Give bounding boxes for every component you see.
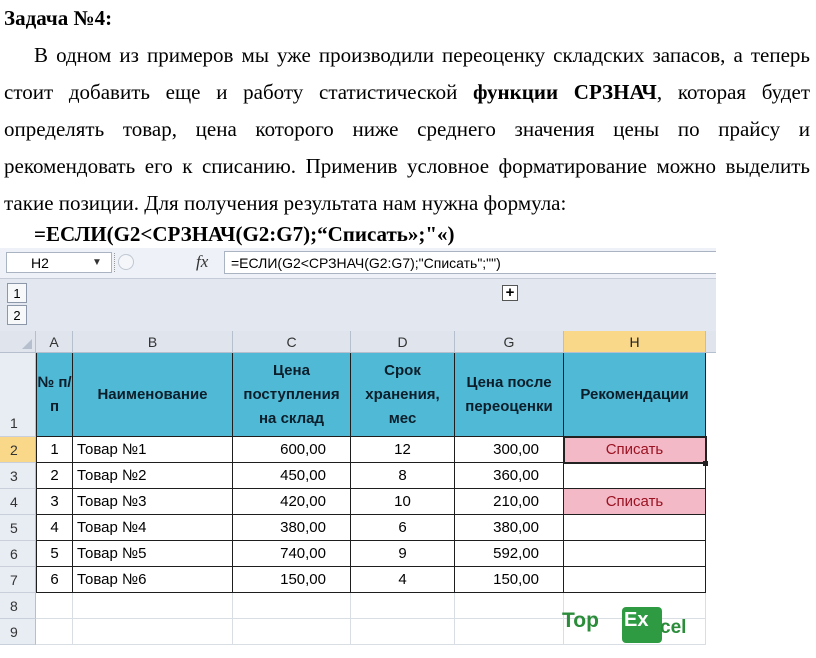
formula-text: =ЕСЛИ(G2<СРЗНАЧ(G2:G7);“Списать»;"«): [34, 222, 455, 246]
cell-price[interactable]: 740,00: [233, 541, 351, 567]
empty-cell[interactable]: [233, 619, 351, 645]
empty-cell[interactable]: [455, 619, 564, 645]
cell-term[interactable]: 10: [351, 489, 455, 515]
row-header-9[interactable]: 9: [0, 619, 36, 645]
cell-new-price[interactable]: 210,00: [455, 489, 564, 515]
fill-handle[interactable]: [703, 461, 708, 466]
cancel-circle-icon: [118, 254, 134, 270]
insert-function-icon[interactable]: fx: [196, 252, 209, 271]
cell-term[interactable]: 12: [351, 437, 455, 463]
header-cell-term[interactable]: Срок хранения, мес: [351, 353, 455, 437]
chevron-down-icon[interactable]: ▼: [92, 257, 102, 268]
top-excel-logo: [562, 605, 712, 649]
row-header-5[interactable]: 5: [0, 515, 36, 541]
cell-number[interactable]: 5: [36, 541, 73, 567]
logo-text-top: Top: [562, 609, 599, 632]
cell-name[interactable]: Товар №4: [73, 515, 233, 541]
header-cell-number[interactable]: № п/п: [36, 353, 73, 437]
header-cell-recommendation[interactable]: Рекомендации: [564, 353, 706, 437]
cell-number[interactable]: 1: [36, 437, 73, 463]
para-bold-function: функции СРЗНАЧ: [473, 80, 657, 104]
row-header-8[interactable]: 8: [0, 593, 36, 619]
empty-cell[interactable]: [233, 593, 351, 619]
outline-bar: [0, 279, 716, 331]
column-header-c[interactable]: C: [233, 331, 351, 353]
empty-cell[interactable]: [351, 619, 455, 645]
header-cell-name[interactable]: Наименование: [73, 353, 233, 437]
cell-price[interactable]: 600,00: [233, 437, 351, 463]
cell-number[interactable]: 6: [36, 567, 73, 593]
outline-level-2-button[interactable]: 2: [7, 305, 27, 325]
cell-name[interactable]: Товар №6: [73, 567, 233, 593]
cell-new-price[interactable]: 592,00: [455, 541, 564, 567]
row-header-1[interactable]: 1: [0, 353, 36, 437]
cell-new-price[interactable]: 300,00: [455, 437, 564, 463]
column-header-a[interactable]: A: [36, 331, 73, 353]
row-header-6[interactable]: 6: [0, 541, 36, 567]
logo-text-cel: cel: [660, 617, 687, 638]
select-all-corner[interactable]: [0, 331, 36, 353]
cell-recommendation[interactable]: [564, 463, 706, 489]
cell-number[interactable]: 3: [36, 489, 73, 515]
para-text-2: , которая будет определять товар, цена которого ниже среднего значения цены по прайсу и рекомендовать его к списанию. Применив условное форматирование можно выделить такие позиции. Для получения результата нам нужна формула:: [4, 80, 811, 215]
cell-term[interactable]: 6: [351, 515, 455, 541]
cell-term[interactable]: 8: [351, 463, 455, 489]
expand-group-button[interactable]: +: [502, 285, 518, 301]
excel-screenshot: [0, 248, 716, 658]
formula-input[interactable]: =ЕСЛИ(G2<СРЗНАЧ(G2:G7);"Списать";""): [224, 251, 716, 274]
cell-new-price[interactable]: 360,00: [455, 463, 564, 489]
cell-term[interactable]: 4: [351, 567, 455, 593]
column-header-next: [706, 331, 716, 353]
name-box[interactable]: H2: [6, 252, 112, 273]
empty-cell[interactable]: [73, 619, 233, 645]
empty-cell[interactable]: [36, 593, 73, 619]
empty-cell[interactable]: [351, 593, 455, 619]
column-header-b[interactable]: B: [73, 331, 233, 353]
row-header-2[interactable]: 2: [0, 437, 36, 463]
cell-name[interactable]: Товар №5: [73, 541, 233, 567]
cell-new-price[interactable]: 380,00: [455, 515, 564, 541]
cell-recommendation[interactable]: Списать: [564, 489, 706, 515]
empty-cell[interactable]: [36, 619, 73, 645]
cell-recommendation[interactable]: [564, 541, 706, 567]
column-header-g[interactable]: G: [455, 331, 564, 353]
cell-name[interactable]: Товар №3: [73, 489, 233, 515]
cell-price[interactable]: 420,00: [233, 489, 351, 515]
formula-bar-row: [0, 248, 716, 279]
cell-new-price[interactable]: 150,00: [455, 567, 564, 593]
empty-cell[interactable]: [73, 593, 233, 619]
cell-price[interactable]: 380,00: [233, 515, 351, 541]
cell-term[interactable]: 9: [351, 541, 455, 567]
cell-number[interactable]: 2: [36, 463, 73, 489]
row-header-3[interactable]: 3: [0, 463, 36, 489]
outline-level-1-button[interactable]: 1: [7, 283, 27, 303]
cell-name[interactable]: Товар №2: [73, 463, 233, 489]
cell-price[interactable]: 150,00: [233, 567, 351, 593]
header-cell-new-price[interactable]: Цена после переоценки: [455, 353, 564, 437]
empty-cell[interactable]: [455, 593, 564, 619]
cell-recommendation[interactable]: [564, 567, 706, 593]
column-header-d[interactable]: D: [351, 331, 455, 353]
cell-name[interactable]: Товар №1: [73, 437, 233, 463]
cell-price[interactable]: 450,00: [233, 463, 351, 489]
row-header-4[interactable]: 4: [0, 489, 36, 515]
task-paragraph: [4, 37, 810, 222]
cell-recommendation[interactable]: Списать: [564, 437, 706, 463]
cell-number[interactable]: 4: [36, 515, 73, 541]
header-cell-price[interactable]: Цена поступления на склад: [233, 353, 351, 437]
row-header-7[interactable]: 7: [0, 567, 36, 593]
para-text-1: В одном из примеров мы уже производили переоценку складских запасов, а теперь стоит добавить еще и работу статистической: [4, 43, 810, 104]
column-header-h[interactable]: H: [564, 331, 706, 353]
task-title: Задача №4:: [4, 6, 113, 30]
logo-text-ex: Ex: [624, 609, 649, 631]
cell-recommendation[interactable]: [564, 515, 706, 541]
